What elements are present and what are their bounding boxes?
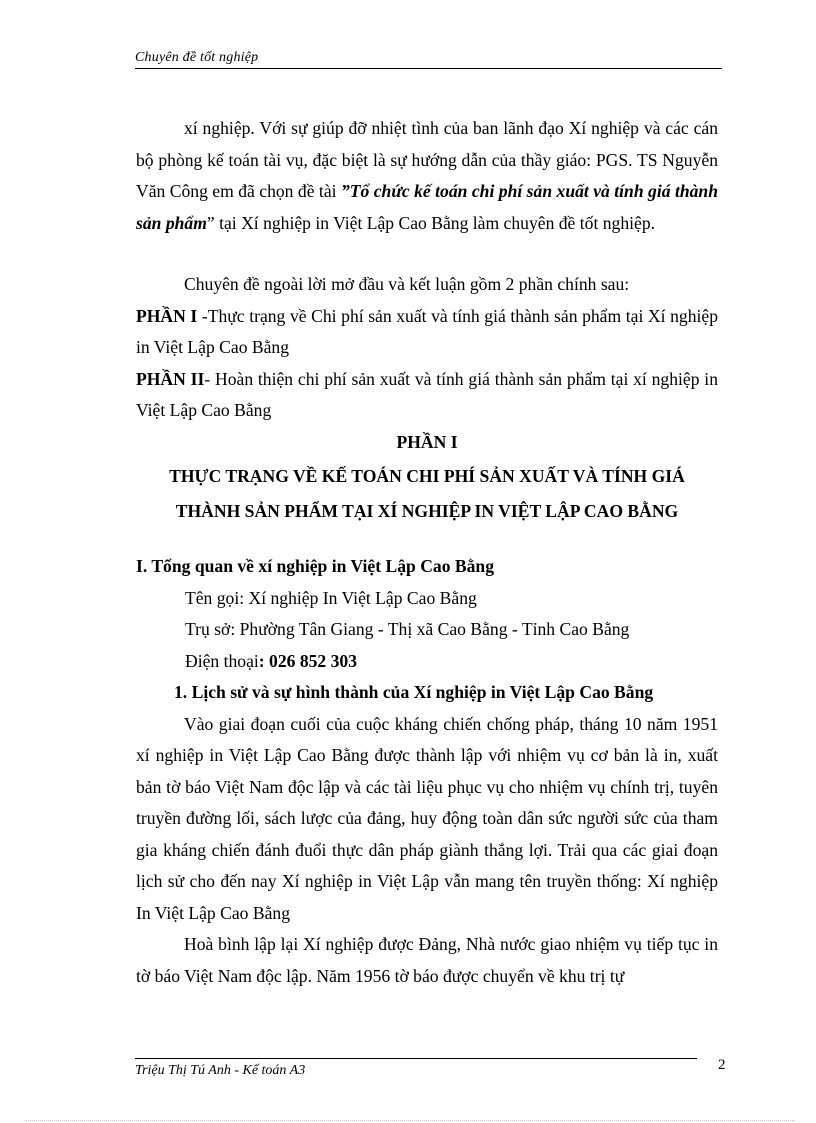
footer-author: Triệu Thị Tú Anh - Kế toán A3 xyxy=(135,1063,306,1078)
history-heading: 1. Lịch sử và sự hình thành của Xí nghiệp in Việt Lập Cao Bằng xyxy=(174,682,654,702)
phone-value: : 026 852 303 xyxy=(258,650,358,671)
page-body xyxy=(136,113,718,992)
part2-summary xyxy=(136,364,718,427)
page-header-title: Chuyên đề tốt nghiệp xyxy=(135,50,259,65)
part1-text: -Thực trạng về Chi phí sản xuất và tính giá thành sản phẩm tại Xí nghiệp in Việt Lập Cao Bằng xyxy=(136,305,718,357)
peace-paragraph: Hoà bình lập lại Xí nghiệp được Đảng, Nhà nước giao nhiệm vụ tiếp tục in tờ báo Việt Nam độc lập. Năm 1956 tờ báo được chuyển về khu trị tự xyxy=(136,934,718,986)
part-title-line2: THÀNH SẢN PHẨM TẠI XÍ NGHIỆP IN VIỆT LẬP CAO BẰNG xyxy=(175,500,679,521)
company-phone xyxy=(136,646,718,678)
phone-label: Điện thoại xyxy=(185,650,259,671)
part1-summary xyxy=(136,301,718,364)
intro-text-end: ” tại Xí nghiệp in Việt Lập Cao Bằng làm chuyên đề tốt nghiệp. xyxy=(206,212,656,233)
paragraph-gap xyxy=(136,239,718,269)
part-title-line1: THỰC TRẠNG VỀ KẾ TOÁN CHI PHÍ SẢN XUẤT VÀ TÍNH GIÁ xyxy=(169,466,685,486)
page-edge-line xyxy=(25,1120,795,1121)
section-gap xyxy=(136,527,718,551)
footer-divider xyxy=(135,1058,697,1059)
page-number: 2 xyxy=(718,1057,726,1073)
company-address: Trụ sở: Phường Tân Giang - Thị xã Cao Bằng - Tỉnh Cao Bằng xyxy=(185,619,630,639)
section-heading: I. Tổng quan về xí nghiệp in Việt Lập Cao Bằng xyxy=(136,556,495,576)
header-divider xyxy=(135,68,722,69)
intro-paragraph xyxy=(136,113,718,239)
part2-text: - Hoàn thiện chi phí sản xuất và tính giá thành sản phẩm tại xí nghiệp in Việt Lập Cao Bằng xyxy=(136,368,718,420)
part2-label: PHẦN II xyxy=(136,368,205,389)
history-paragraph: Vào giai đoạn cuối của cuộc kháng chiến chống pháp, tháng 10 năm 1951 xí nghiệp in Việt Lập Cao Bằng được thành lập với nhiệm vụ cơ bản là in, xuất bản tờ báo Việt Nam độc lập và các tài liệu phục vụ cho nhiệm vụ chính trị, tuyên truyền đường lối, sách lược của đảng, huy động toàn dân sức người sức của tham gia kháng chiến đánh đuổi thực dân pháp giành thắng lợi. Trải qua các giai đoạn lịch sử cho đến nay Xí nghiệp in Việt Lập vẫn mang tên truyền thống: Xí nghiệp In Việt Lập Cao Bằng xyxy=(136,713,718,923)
part-label: PHẦN I xyxy=(396,431,458,452)
company-name: Tên gọi: Xí nghiệp In Việt Lập Cao Bằng xyxy=(185,587,477,608)
thesis-topic: ”Tổ chức kế toán chi phí sản xuất và tính giá thành sản phẩm xyxy=(136,181,719,233)
intro-text-start: xí nghiệp. Với sự giúp đỡ nhiệt tình của ban lãnh đạo Xí nghiệp và các cán bộ phòng kế toán tài vụ, đặc biệt là sự hướng dẫn của thầy giáo: PGS. TS Nguyễn Văn Công em đã chọn đề tài xyxy=(136,118,718,201)
part1-label: PHẦN I xyxy=(136,305,198,326)
structure-paragraph: Chuyên đề ngoài lời mở đầu và kết luận gồm 2 phần chính sau: xyxy=(184,274,630,294)
